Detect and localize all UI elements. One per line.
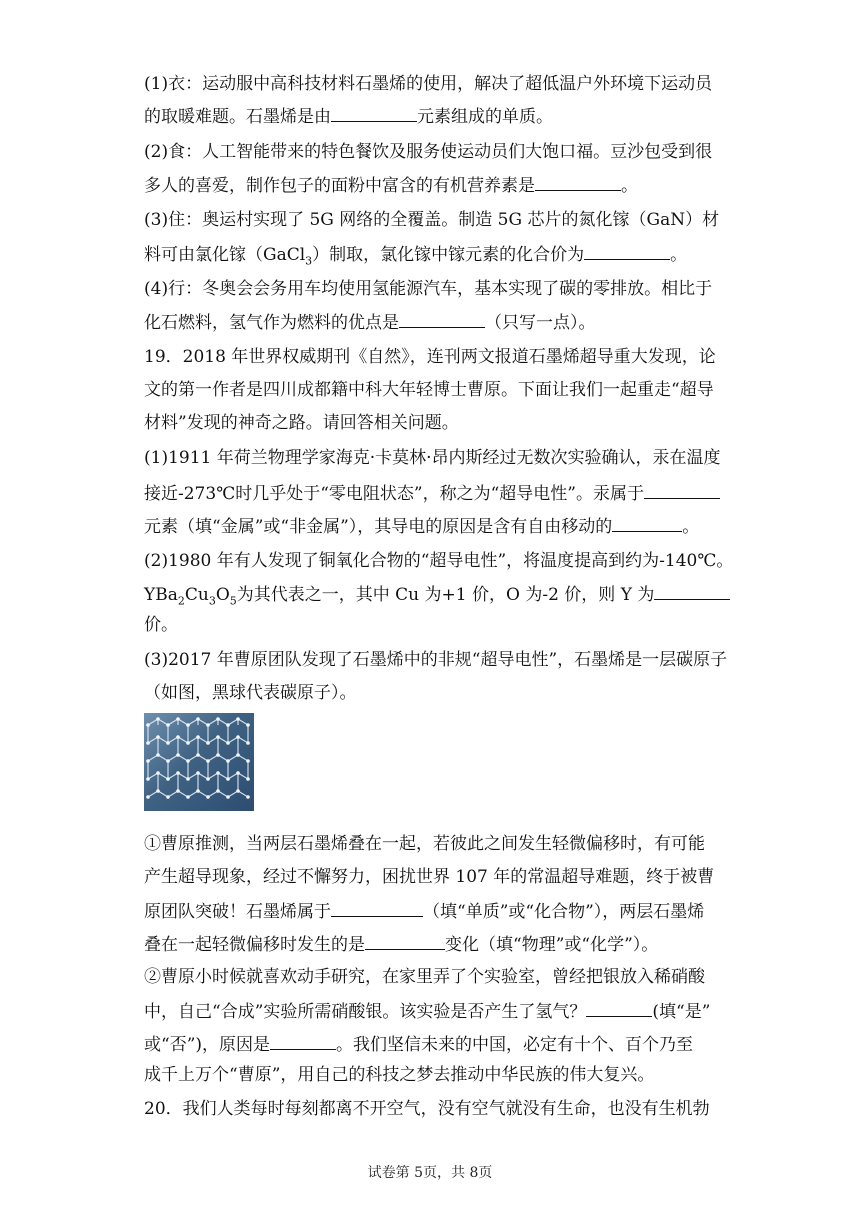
text: 的取暖难题。石墨烯是由 [144, 107, 331, 127]
text: (2)1980 年有人发现了铜氧化合物的“超导电性”，将温度提高到约为-140℃。 [144, 551, 734, 571]
text: 叠在一起轻微偏移时发生的是 [144, 935, 365, 955]
text: (1)衣：运动服中高科技材料石墨烯的使用，解决了超低温户外环境下运动员 [144, 74, 713, 94]
text: ）制取，氯化镓中镓元素的化合价为 [312, 245, 585, 265]
subscript: 2 [177, 594, 185, 608]
formula: O [215, 585, 230, 605]
answer-blank[interactable] [584, 241, 670, 260]
q19-s1-line-4 [144, 931, 724, 957]
text: 元素（填“金属”或“非金属”），其导电的原因是含有自由移动的 [144, 517, 613, 537]
q19-s1-line-3 [144, 898, 724, 924]
text: 原团队突破！石墨烯属于 [144, 902, 331, 922]
text: 产生超导现象，经过不懈努力，困扰世界 107 年的常温超导难题，终于被曹 [144, 867, 715, 887]
answer-blank[interactable] [331, 898, 423, 917]
q18-line-4 [144, 172, 724, 198]
q18-line-1 [144, 72, 724, 96]
answer-blank[interactable] [399, 309, 485, 328]
text: 化石燃料，氢气作为燃料的优点是 [144, 313, 399, 333]
text: ②曹原小时候就喜欢动手研究，在家里弄了个实验室，曾经把银放入稀硝酸 [144, 967, 705, 987]
text: (3)2017 年曹原团队发现了石墨烯中的非规“超导电性”，石墨烯是一层碳原子 [144, 650, 728, 670]
q18-line-3 [144, 140, 724, 164]
text: 材料”发现的神奇之路。请回答相关问题。 [144, 413, 459, 433]
page-footer: 试卷第 5页，共 8页 [367, 1165, 493, 1181]
text: 变化（填“物理”或“化学”）。 [445, 935, 659, 955]
q19-s1-line-1 [144, 832, 724, 856]
text: （只写一点）。 [485, 313, 596, 333]
q19-s1-line-2 [144, 865, 724, 889]
answer-blank[interactable] [654, 581, 730, 600]
answer-blank[interactable] [644, 480, 720, 499]
q19-s2-line-2 [144, 998, 724, 1024]
q18-line-6 [144, 241, 724, 273]
q18-line-2 [144, 103, 724, 129]
text: 或“否”)，原因是 [144, 1035, 271, 1055]
text: 。 [621, 176, 638, 196]
answer-blank[interactable] [365, 931, 445, 950]
q19-line-7 [144, 549, 734, 573]
text: （如图，黑球代表碳原子）。 [144, 683, 357, 703]
text: 为其代表之一，其中 Cu 为+1 价，O 为-2 价，则 Y 为 [236, 585, 655, 605]
text: (填“是” [652, 1002, 711, 1022]
q19-line-2 [144, 378, 724, 402]
text: (2)食：人工智能带来的特色餐饮及服务使运动员们大饱口福。豆沙包受到很 [144, 142, 713, 162]
q19-line-8 [144, 581, 724, 613]
text: 20．我们人类每时每刻都离不开空气，没有空气就没有生命，也没有生机勃 [144, 1099, 710, 1119]
q19-s2-line-1 [144, 965, 724, 989]
text: 中，自己“合成”实验所需硝酸银。该实验是否产生了氢气？ [144, 1002, 587, 1022]
graphene-lattice-icon [144, 713, 254, 811]
q19-line-5 [144, 480, 724, 506]
subscript: 5 [229, 594, 237, 608]
subscript: 3 [208, 594, 216, 608]
formula: Cu [184, 585, 209, 605]
text: 价。 [144, 615, 178, 635]
answer-blank[interactable] [535, 172, 621, 191]
text: 。我们坚信未来的中国，必定有十个、百个乃至 [336, 1035, 694, 1055]
q19-line-9 [144, 613, 724, 637]
q18-line-7 [144, 277, 724, 301]
q18-line-8 [144, 309, 724, 335]
text: 多人的喜爱，制作包子的面粉中富含的有机营养素是 [144, 176, 535, 196]
q19-line-10 [144, 648, 728, 672]
answer-blank[interactable] [586, 998, 652, 1017]
text: 19．2018 年世界权威期刊《自然》，连刊两文报道石墨烯超导重大发现，论 [144, 347, 716, 367]
answer-blank[interactable] [612, 513, 682, 532]
text: 成千上万个“曹原”，用自己的科技之梦去推动中华民族的伟大复兴。 [144, 1065, 655, 1085]
q19-line-4 [144, 446, 724, 470]
text: (3)住：奥运村实现了 5G 网络的全覆盖。制造 5G 芯片的氮化镓（GaN）材 [144, 210, 720, 230]
text: 。 [670, 245, 688, 265]
text: 文的第一作者是四川成都籍中科大年轻博士曹原。下面让我们一起重走“超导 [144, 380, 714, 400]
formula: YBa [144, 585, 178, 605]
answer-blank[interactable] [331, 103, 417, 122]
text: 接近-273℃时几乎处于“零电阻状态”，称之为“超导电性”。汞属于 [144, 484, 644, 504]
graphene-lattice-image [144, 713, 254, 811]
text: (1)1911 年荷兰物理学家海克·卡莫林·昂内斯经过无数次实验确认，汞在温度 [144, 448, 721, 468]
q18-line-5 [144, 208, 724, 232]
q19-line-1 [144, 345, 724, 369]
q19-line-6 [144, 513, 724, 539]
q19-s2-line-4 [144, 1063, 724, 1087]
subscript: 3 [305, 254, 313, 268]
q19-line-3 [144, 411, 724, 435]
text: 元素组成的单质。 [417, 107, 553, 127]
q19-line-11 [144, 681, 724, 705]
text: 料可由氯化镓（GaCl [144, 245, 306, 265]
answer-blank[interactable] [270, 1031, 336, 1050]
q19-s2-line-3 [144, 1031, 724, 1057]
q20-line-1 [144, 1097, 724, 1121]
text: （填“单质”或“化合物”），两层石墨烯 [423, 902, 705, 922]
text: ①曹原推测，当两层石墨烯叠在一起，若彼此之间发生轻微偏移时，有可能 [144, 834, 705, 854]
text: (4)行：冬奥会会务用车均使用氢能源汽车，基本实现了碳的零排放。相比于 [144, 279, 713, 299]
text: 。 [682, 517, 700, 537]
